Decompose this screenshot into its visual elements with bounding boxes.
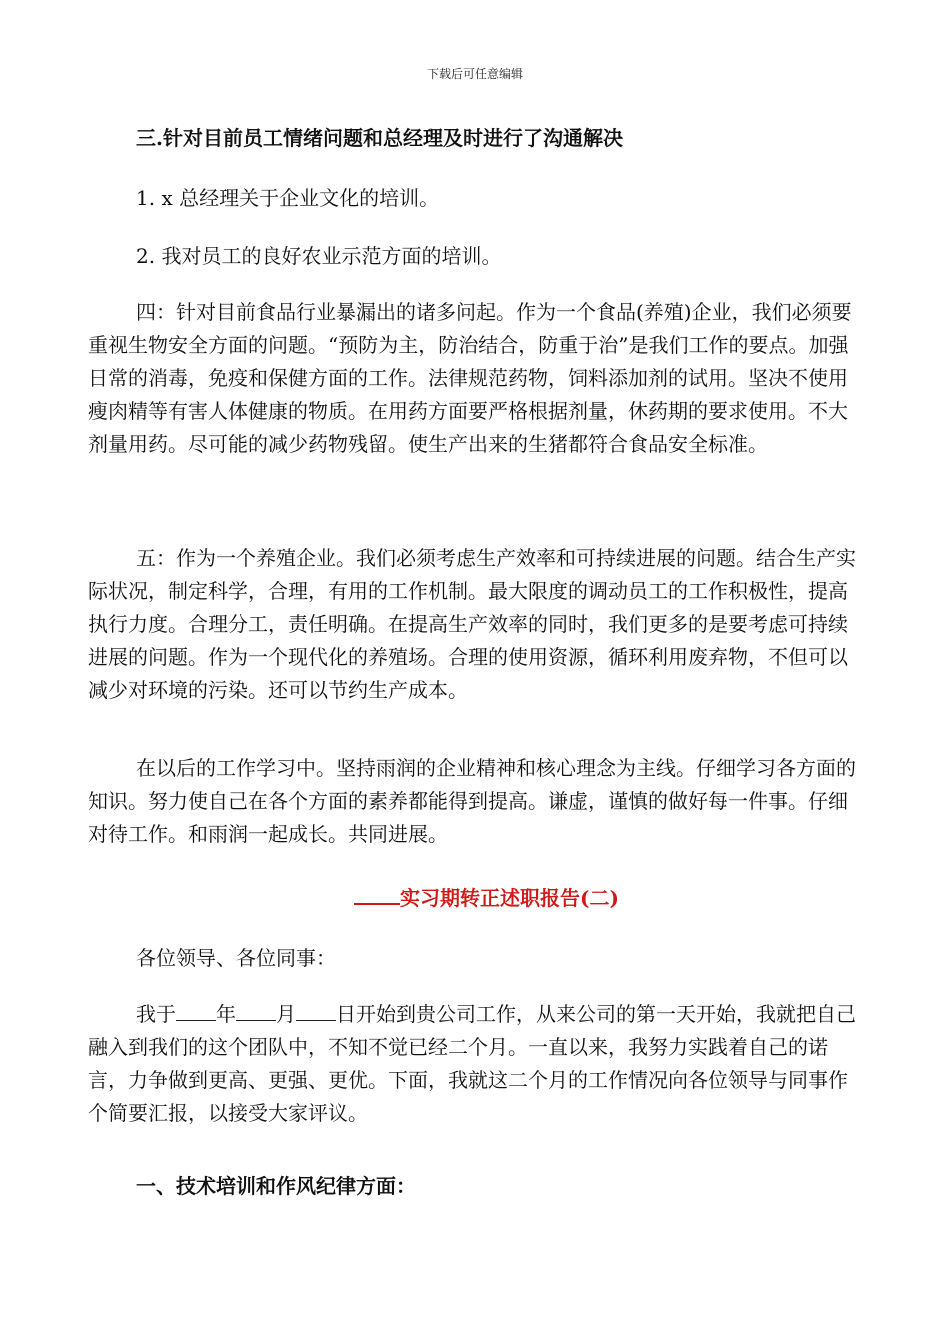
title-blank bbox=[354, 885, 400, 905]
paragraph-4: 四：针对目前食品行业暴漏出的诸多问起。作为一个食品(养殖)企业，我们必须要重视生物安全方面的问题。“预防为主，防治结合，防重于治”是我们工作的要点。加强日常的消毒，免疫和保健方面的工作。法律规范药物，饲料添加剂的试用。坚决不使用瘦肉精等有害人体健康的物质。在用药方面要严格根据剂量，休药期的要求使用。不大剂量用药。尽可能的减少药物残留。使生产出来的生猪都符合食品安全标准。 bbox=[88, 300, 852, 456]
paragraph-5: 五：作为一个养殖企业。我们必须考虑生产效率和可持续进展的问题。结合生产实际状况，制定科学，合理，有用的工作机制。最大限度的调动员工的工作积极性，提高执行力度。合理分工，责任明确。在提高生产效率的同时，我们更多的是要考虑可持续进展的问题。作为一个现代化的养殖场。合理的使用资源，循环利用废弃物，不但可以减少对环境的污染。还可以节约生产成本。 bbox=[88, 546, 856, 702]
intro-text-3: 月 bbox=[276, 1002, 296, 1026]
list-item-1: 1. x 总经理关于企业文化的培训。 bbox=[136, 186, 440, 210]
section-1-title: 一、技术培训和作风纪律方面： bbox=[136, 1174, 416, 1198]
intro-paragraph bbox=[88, 998, 858, 1130]
year-blank bbox=[176, 1002, 216, 1021]
greeting: 各位领导、各位同事： bbox=[136, 946, 336, 970]
day-blank bbox=[296, 1002, 336, 1021]
intro-text-4: 日开始到贵公司工作，从来公司的第一天开始，我就把自己融入到我们的这个团队中，不知不觉已经二个月。一直以来，我努力实践着自己的诺言，力争做到更高、更强、更优。下面，我就这二个月的工作情况向各位领导与同事作个简要汇报，以接受大家评议。 bbox=[88, 1002, 856, 1125]
page-header: 下载后可任意编辑 bbox=[426, 67, 523, 81]
list-item-2: 2. 我对员工的良好农业示范方面的培训。 bbox=[136, 244, 502, 268]
paragraph-6: 在以后的工作学习中。坚持雨润的企业精神和核心理念为主线。仔细学习各方面的知识。努力使自己在各个方面的素养都能得到提高。谦虚，谨慎的做好每一件事。仔细对待工作。和雨润一起成长。共同进展。 bbox=[88, 756, 856, 846]
intro-text-1: 我于 bbox=[136, 1002, 176, 1026]
section-3-title: 三.针对目前员工情绪问题和总经理及时进行了沟通解决 bbox=[136, 126, 623, 150]
month-blank bbox=[236, 1002, 276, 1021]
report-title-text: 实习期转正述职报告(二) bbox=[400, 886, 619, 910]
intro-text-2: 年 bbox=[216, 1002, 236, 1026]
report-title bbox=[354, 882, 754, 915]
